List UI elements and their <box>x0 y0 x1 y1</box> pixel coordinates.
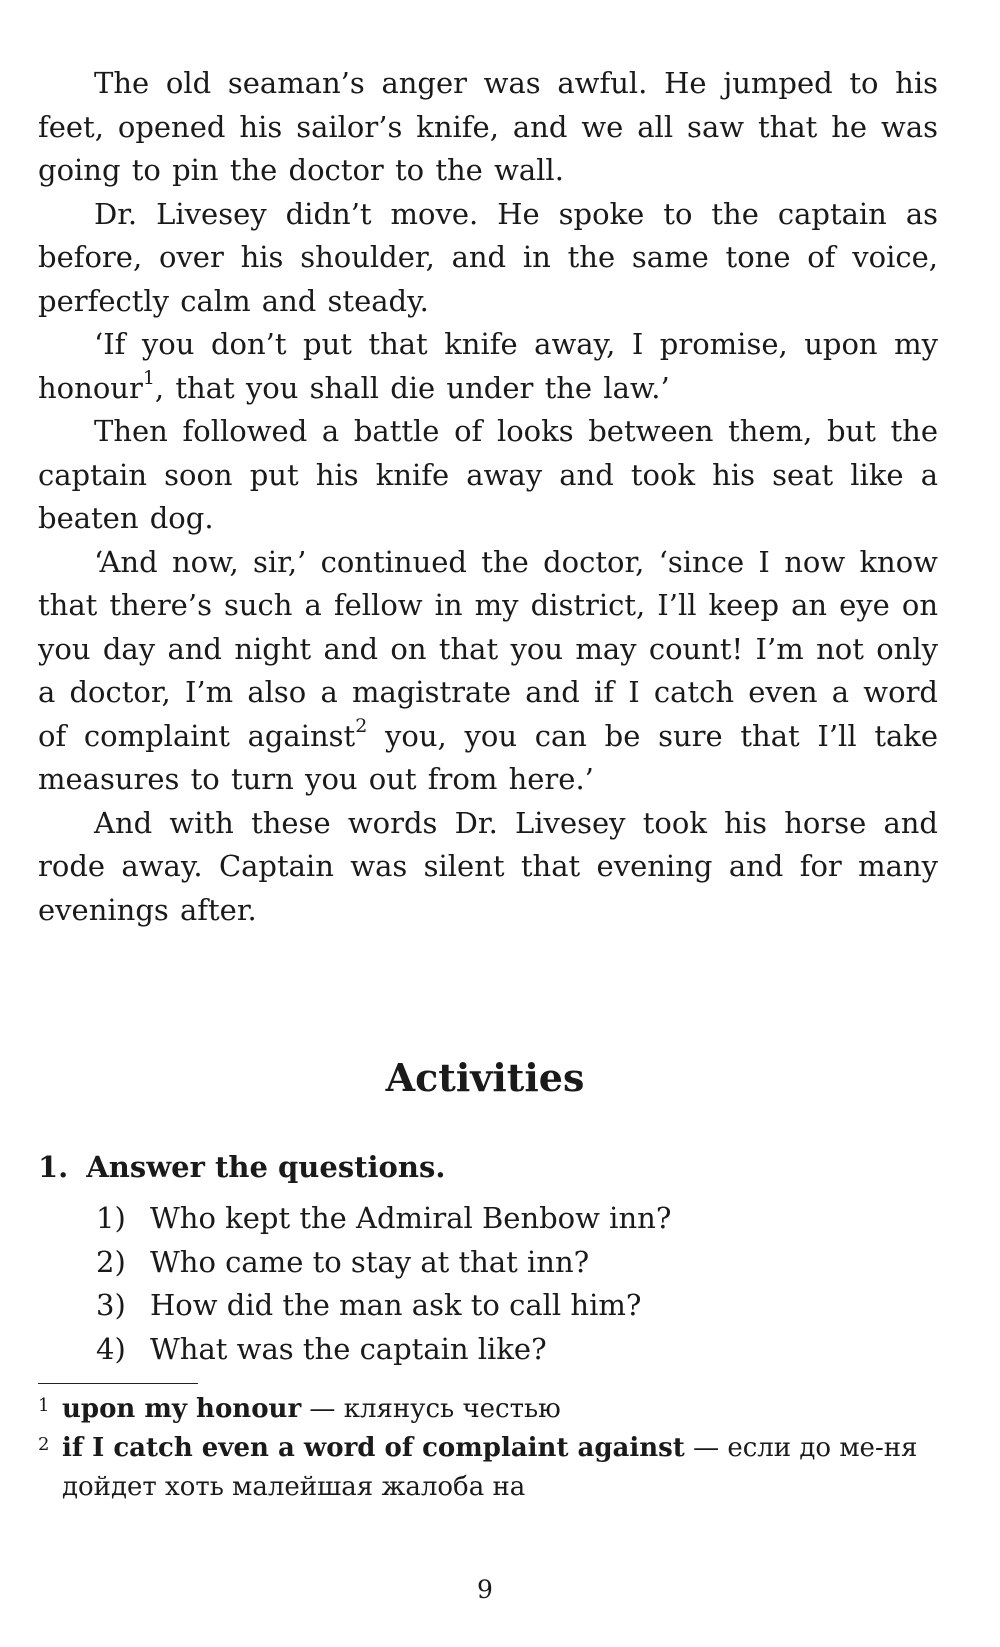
paragraph: Then followed a battle of looks between them, but the captain soon put his knife away and took his seat like a beaten dog. <box>38 414 938 535</box>
footnote-divider <box>38 1383 198 1384</box>
footnotes <box>38 1390 938 1507</box>
question-text: How did the man ask to call him? <box>150 1288 642 1322</box>
text: , that you shall die under the law.’ <box>154 370 670 405</box>
footnote-mark: 2 <box>38 1434 50 1455</box>
question-number: 1) <box>96 1201 126 1235</box>
footnote-term: if I catch even a word of complaint against <box>62 1433 685 1463</box>
paragraph: Dr. Livesey didn’t move. He spoke to the captain as before, over his shoulder, and in the same tone of voice, perfectly calm and steady. <box>38 196 938 318</box>
question-item <box>96 1241 671 1285</box>
question-item <box>96 1328 671 1372</box>
paragraph: The old seaman’s anger was awful. He jumped to his feet, opened his sailor’s knife, and we all saw that he was going to pin the doctor to the wall. <box>38 66 938 187</box>
question-text: Who kept the Admiral Benbow inn? <box>150 1201 672 1235</box>
question-number: 2) <box>96 1244 126 1279</box>
footnote-ref: 2 <box>355 714 368 737</box>
footnote <box>38 1390 938 1429</box>
question-number: 4) <box>96 1331 126 1366</box>
question-number: 3) <box>96 1288 126 1322</box>
story-text <box>38 62 938 932</box>
footnote-translation: если до ме-ня дойдет хоть малейшая жалоба на <box>62 1433 918 1502</box>
task-text: Answer the questions. <box>86 1150 446 1184</box>
footnote-term: upon my honour <box>62 1394 302 1424</box>
text: ‘And now, sir,’ continued the doctor, ‘since I now know that there’s such a fellow in my district, I’ll keep an eye on you day and night and on that you may count! I’m not only a doctor, I’m also a magistrate and if I catch even a word of complaint against <box>38 544 938 753</box>
task-number: 1. <box>38 1150 69 1184</box>
footnote-dash: — <box>301 1394 344 1424</box>
page-number: 9 <box>477 1575 493 1604</box>
footnote-ref: 1 <box>142 366 155 389</box>
text: you, you can be sure that I’ll take measures to turn you out from here.’ <box>38 718 938 796</box>
footnote-dash: — <box>684 1433 728 1463</box>
question-text: What was the captain like? <box>150 1331 547 1366</box>
footnote <box>38 1429 938 1507</box>
footnote-translation: клянусь честью <box>343 1394 561 1424</box>
footnote-mark: 1 <box>38 1395 50 1416</box>
paragraph <box>38 541 938 802</box>
question-text: Who came to stay at that inn? <box>150 1244 590 1279</box>
section-heading: Activities <box>385 1055 585 1100</box>
question-item <box>96 1197 671 1241</box>
paragraph: And with these words Dr. Livesey took his horse and rode away. Captain was silent that evening and for many evenings after. <box>38 805 938 927</box>
question-item <box>96 1284 671 1328</box>
task-title <box>38 1150 445 1184</box>
text: ‘If you don’t put that knife away, I promise, upon my honour <box>38 327 938 405</box>
paragraph <box>38 323 938 410</box>
question-list <box>96 1197 671 1371</box>
